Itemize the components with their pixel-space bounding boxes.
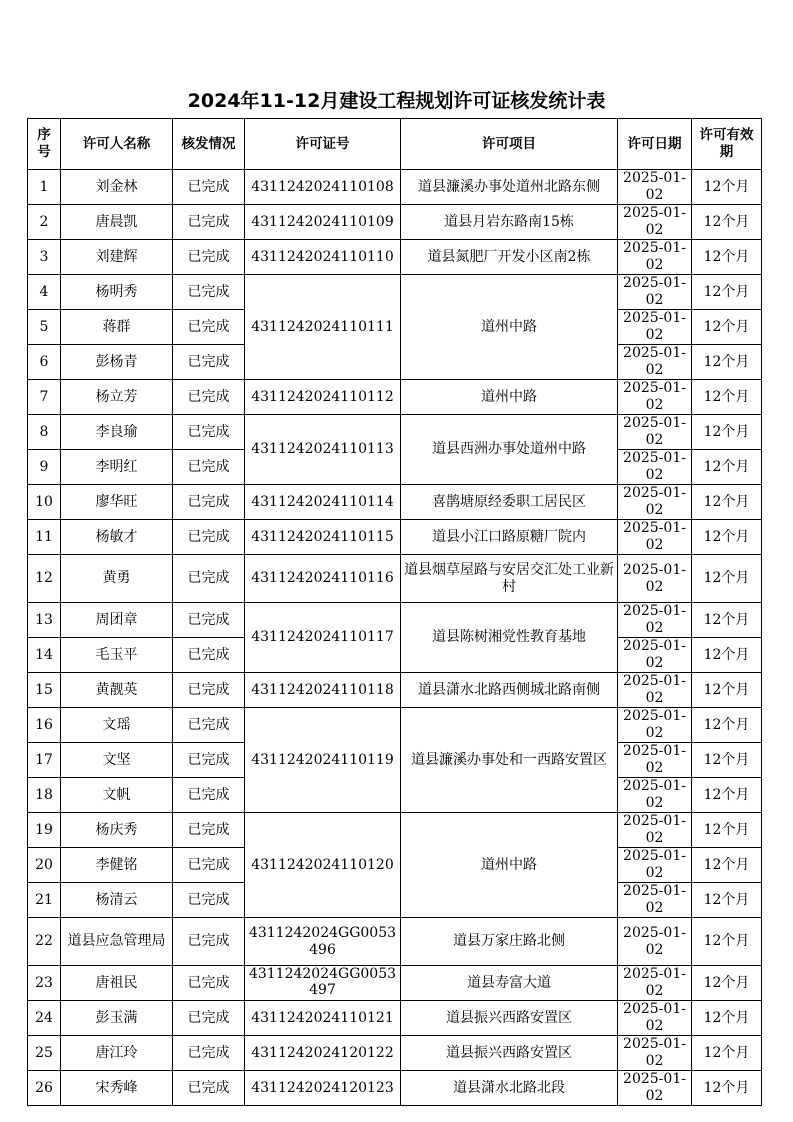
date-cell: 2025-01-02 <box>618 603 692 638</box>
status-cell: 已完成 <box>173 380 245 415</box>
project-cell: 道县潇水北路西侧城北路南侧 <box>401 673 618 708</box>
name-cell: 黄靓英 <box>61 673 173 708</box>
project-cell: 道县烟草屋路与安居交汇处工业新村 <box>401 555 618 603</box>
date-cell: 2025-01-02 <box>618 555 692 603</box>
header-seq: 序号 <box>28 119 61 170</box>
header-validity: 许可有效期 <box>692 119 762 170</box>
status-cell: 已完成 <box>173 638 245 673</box>
name-cell: 道县应急管理局 <box>61 918 173 966</box>
date-cell: 2025-01-02 <box>618 485 692 520</box>
validity-cell: 12个月 <box>692 918 762 966</box>
status-cell: 已完成 <box>173 1071 245 1106</box>
date-cell: 2025-01-02 <box>618 918 692 966</box>
name-cell: 文瑶 <box>61 708 173 743</box>
date-cell: 2025-01-02 <box>618 1071 692 1106</box>
table-row <box>28 918 762 966</box>
status-cell: 已完成 <box>173 743 245 778</box>
seq-cell: 5 <box>28 310 61 345</box>
seq-cell: 13 <box>28 603 61 638</box>
header-row <box>28 119 762 170</box>
header-project: 许可项目 <box>401 119 618 170</box>
status-cell: 已完成 <box>173 708 245 743</box>
project-cell: 道县月岩东路南15栋 <box>401 205 618 240</box>
validity-cell: 12个月 <box>692 1001 762 1036</box>
permit-cell: 4311242024110117 <box>245 603 401 673</box>
date-cell: 2025-01-02 <box>618 966 692 1001</box>
validity-cell: 12个月 <box>692 813 762 848</box>
table-row <box>28 380 762 415</box>
seq-cell: 10 <box>28 485 61 520</box>
permit-cell: 4311242024110120 <box>245 813 401 918</box>
table-row <box>28 485 762 520</box>
permit-cell: 4311242024110111 <box>245 275 401 380</box>
project-cell: 道县小江口路原糖厂院内 <box>401 520 618 555</box>
status-cell: 已完成 <box>173 415 245 450</box>
project-cell: 道县濂溪办事处道州北路东侧 <box>401 170 618 205</box>
date-cell: 2025-01-02 <box>618 450 692 485</box>
table-row <box>28 520 762 555</box>
seq-cell: 24 <box>28 1001 61 1036</box>
date-cell: 2025-01-02 <box>618 673 692 708</box>
validity-cell: 12个月 <box>692 275 762 310</box>
seq-cell: 14 <box>28 638 61 673</box>
project-cell: 道县寿富大道 <box>401 966 618 1001</box>
date-cell: 2025-01-02 <box>618 310 692 345</box>
table-row <box>28 205 762 240</box>
status-cell: 已完成 <box>173 966 245 1001</box>
permit-cell: 4311242024110109 <box>245 205 401 240</box>
seq-cell: 7 <box>28 380 61 415</box>
table-row <box>28 966 762 1001</box>
status-cell: 已完成 <box>173 918 245 966</box>
project-cell: 道县万家庄路北侧 <box>401 918 618 966</box>
permit-cell: 4311242024110118 <box>245 673 401 708</box>
validity-cell: 12个月 <box>692 883 762 918</box>
name-cell: 杨明秀 <box>61 275 173 310</box>
table-row <box>28 603 762 638</box>
validity-cell: 12个月 <box>692 848 762 883</box>
status-cell: 已完成 <box>173 848 245 883</box>
date-cell: 2025-01-02 <box>618 778 692 813</box>
seq-cell: 19 <box>28 813 61 848</box>
seq-cell: 17 <box>28 743 61 778</box>
name-cell: 彭玉满 <box>61 1001 173 1036</box>
validity-cell: 12个月 <box>692 778 762 813</box>
date-cell: 2025-01-02 <box>618 813 692 848</box>
project-cell: 道州中路 <box>401 813 618 918</box>
seq-cell: 4 <box>28 275 61 310</box>
seq-cell: 6 <box>28 345 61 380</box>
permit-cell: 4311242024110114 <box>245 485 401 520</box>
header-permit: 许可证号 <box>245 119 401 170</box>
project-cell: 道县濂溪办事处和一西路安置区 <box>401 708 618 813</box>
name-cell: 蒋群 <box>61 310 173 345</box>
permit-cell <box>245 966 401 1001</box>
seq-cell: 3 <box>28 240 61 275</box>
date-cell: 2025-01-02 <box>618 708 692 743</box>
name-cell: 李良瑜 <box>61 415 173 450</box>
header-name: 许可人名称 <box>61 119 173 170</box>
validity-cell: 12个月 <box>692 555 762 603</box>
name-cell: 杨敏才 <box>61 520 173 555</box>
date-cell: 2025-01-02 <box>618 240 692 275</box>
status-cell: 已完成 <box>173 1001 245 1036</box>
project-cell: 道县振兴西路安置区 <box>401 1001 618 1036</box>
header-date: 许可日期 <box>618 119 692 170</box>
permit-cell: 4311242024110119 <box>245 708 401 813</box>
date-cell: 2025-01-02 <box>618 848 692 883</box>
seq-cell: 21 <box>28 883 61 918</box>
seq-cell: 18 <box>28 778 61 813</box>
permit-cell: 4311242024110110 <box>245 240 401 275</box>
permit-cell: 4311242024GG0053496 <box>245 918 401 966</box>
date-cell: 2025-01-02 <box>618 520 692 555</box>
seq-cell: 8 <box>28 415 61 450</box>
seq-cell: 2 <box>28 205 61 240</box>
permit-cell: 4311242024110115 <box>245 520 401 555</box>
validity-cell: 12个月 <box>692 743 762 778</box>
status-cell: 已完成 <box>173 170 245 205</box>
project-cell: 道县西洲办事处道州中路 <box>401 415 618 485</box>
header-status: 核发情况 <box>173 119 245 170</box>
permit-cell: 4311242024110113 <box>245 415 401 485</box>
validity-cell: 12个月 <box>692 415 762 450</box>
validity-cell: 12个月 <box>692 240 762 275</box>
seq-cell: 23 <box>28 966 61 1001</box>
date-cell: 2025-01-02 <box>618 415 692 450</box>
table-row <box>28 1036 762 1071</box>
table-row <box>28 813 762 848</box>
name-cell: 彭杨青 <box>61 345 173 380</box>
date-cell: 2025-01-02 <box>618 275 692 310</box>
name-cell: 文坚 <box>61 743 173 778</box>
table-row <box>28 555 762 603</box>
table-row <box>28 170 762 205</box>
project-cell: 道县振兴西路安置区 <box>401 1036 618 1071</box>
status-cell: 已完成 <box>173 205 245 240</box>
name-cell: 唐江玲 <box>61 1036 173 1071</box>
validity-cell: 12个月 <box>692 170 762 205</box>
status-cell: 已完成 <box>173 345 245 380</box>
table-row <box>28 240 762 275</box>
name-cell: 廖华旺 <box>61 485 173 520</box>
status-cell: 已完成 <box>173 275 245 310</box>
seq-cell: 20 <box>28 848 61 883</box>
seq-cell: 22 <box>28 918 61 966</box>
project-cell: 喜鹊塘原经委职工居民区 <box>401 485 618 520</box>
permit-cell: 4311242024120122 <box>245 1036 401 1071</box>
seq-cell: 9 <box>28 450 61 485</box>
validity-cell: 12个月 <box>692 638 762 673</box>
validity-cell: 12个月 <box>692 450 762 485</box>
table-row <box>28 1001 762 1036</box>
validity-cell: 12个月 <box>692 603 762 638</box>
status-cell: 已完成 <box>173 603 245 638</box>
validity-cell: 12个月 <box>692 966 762 1001</box>
name-cell: 黄勇 <box>61 555 173 603</box>
validity-cell: 12个月 <box>692 380 762 415</box>
name-cell: 文帆 <box>61 778 173 813</box>
validity-cell: 12个月 <box>692 485 762 520</box>
validity-cell: 12个月 <box>692 205 762 240</box>
table-row <box>28 708 762 743</box>
status-cell: 已完成 <box>173 778 245 813</box>
name-cell: 唐祖民 <box>61 966 173 1001</box>
project-cell: 道州中路 <box>401 275 618 380</box>
validity-cell: 12个月 <box>692 345 762 380</box>
status-cell: 已完成 <box>173 813 245 848</box>
status-cell: 已完成 <box>173 240 245 275</box>
validity-cell: 12个月 <box>692 310 762 345</box>
date-cell: 2025-01-02 <box>618 205 692 240</box>
date-cell: 2025-01-02 <box>618 743 692 778</box>
seq-cell: 1 <box>28 170 61 205</box>
date-cell: 2025-01-02 <box>618 170 692 205</box>
table-row <box>28 415 762 450</box>
date-cell: 2025-01-02 <box>618 345 692 380</box>
name-cell: 李健铭 <box>61 848 173 883</box>
table-row <box>28 275 762 310</box>
name-cell: 刘金林 <box>61 170 173 205</box>
seq-cell: 11 <box>28 520 61 555</box>
project-cell: 道县陈树湘党性教育基地 <box>401 603 618 673</box>
name-cell: 宋秀峰 <box>61 1071 173 1106</box>
date-cell: 2025-01-02 <box>618 638 692 673</box>
permit-number: 4311242024GG0053497 <box>248 966 397 996</box>
name-cell: 刘建辉 <box>61 240 173 275</box>
validity-cell: 12个月 <box>692 1071 762 1106</box>
name-cell: 唐晨凯 <box>61 205 173 240</box>
table-row <box>28 1071 762 1106</box>
page-title: 2024年11-12月建设工程规划许可证核发统计表 <box>187 90 606 112</box>
status-cell: 已完成 <box>173 485 245 520</box>
status-cell: 已完成 <box>173 310 245 345</box>
validity-cell: 12个月 <box>692 1036 762 1071</box>
project-cell: 道县潇水北路北段 <box>401 1071 618 1106</box>
status-cell: 已完成 <box>173 673 245 708</box>
permit-cell: 4311242024110112 <box>245 380 401 415</box>
seq-cell: 15 <box>28 673 61 708</box>
name-cell: 周团章 <box>61 603 173 638</box>
table-row <box>28 673 762 708</box>
project-cell: 道州中路 <box>401 380 618 415</box>
status-cell: 已完成 <box>173 555 245 603</box>
date-cell: 2025-01-02 <box>618 1001 692 1036</box>
status-cell: 已完成 <box>173 450 245 485</box>
validity-cell: 12个月 <box>692 520 762 555</box>
project-cell: 道县氮肥厂开发小区南2栋 <box>401 240 618 275</box>
permit-cell: 4311242024120123 <box>245 1071 401 1106</box>
date-cell: 2025-01-02 <box>618 883 692 918</box>
seq-cell: 16 <box>28 708 61 743</box>
date-cell: 2025-01-02 <box>618 1036 692 1071</box>
permit-cell: 4311242024110108 <box>245 170 401 205</box>
permit-table <box>27 118 762 1106</box>
seq-cell: 12 <box>28 555 61 603</box>
name-cell: 杨清云 <box>61 883 173 918</box>
permit-cell: 4311242024110116 <box>245 555 401 603</box>
seq-cell: 26 <box>28 1071 61 1106</box>
permit-cell: 4311242024110121 <box>245 1001 401 1036</box>
validity-cell: 12个月 <box>692 708 762 743</box>
date-cell: 2025-01-02 <box>618 380 692 415</box>
name-cell: 毛玉平 <box>61 638 173 673</box>
status-cell: 已完成 <box>173 883 245 918</box>
name-cell: 杨立芳 <box>61 380 173 415</box>
name-cell: 李明红 <box>61 450 173 485</box>
status-cell: 已完成 <box>173 1036 245 1071</box>
name-cell: 杨庆秀 <box>61 813 173 848</box>
status-cell: 已完成 <box>173 520 245 555</box>
seq-cell: 25 <box>28 1036 61 1071</box>
validity-cell: 12个月 <box>692 673 762 708</box>
